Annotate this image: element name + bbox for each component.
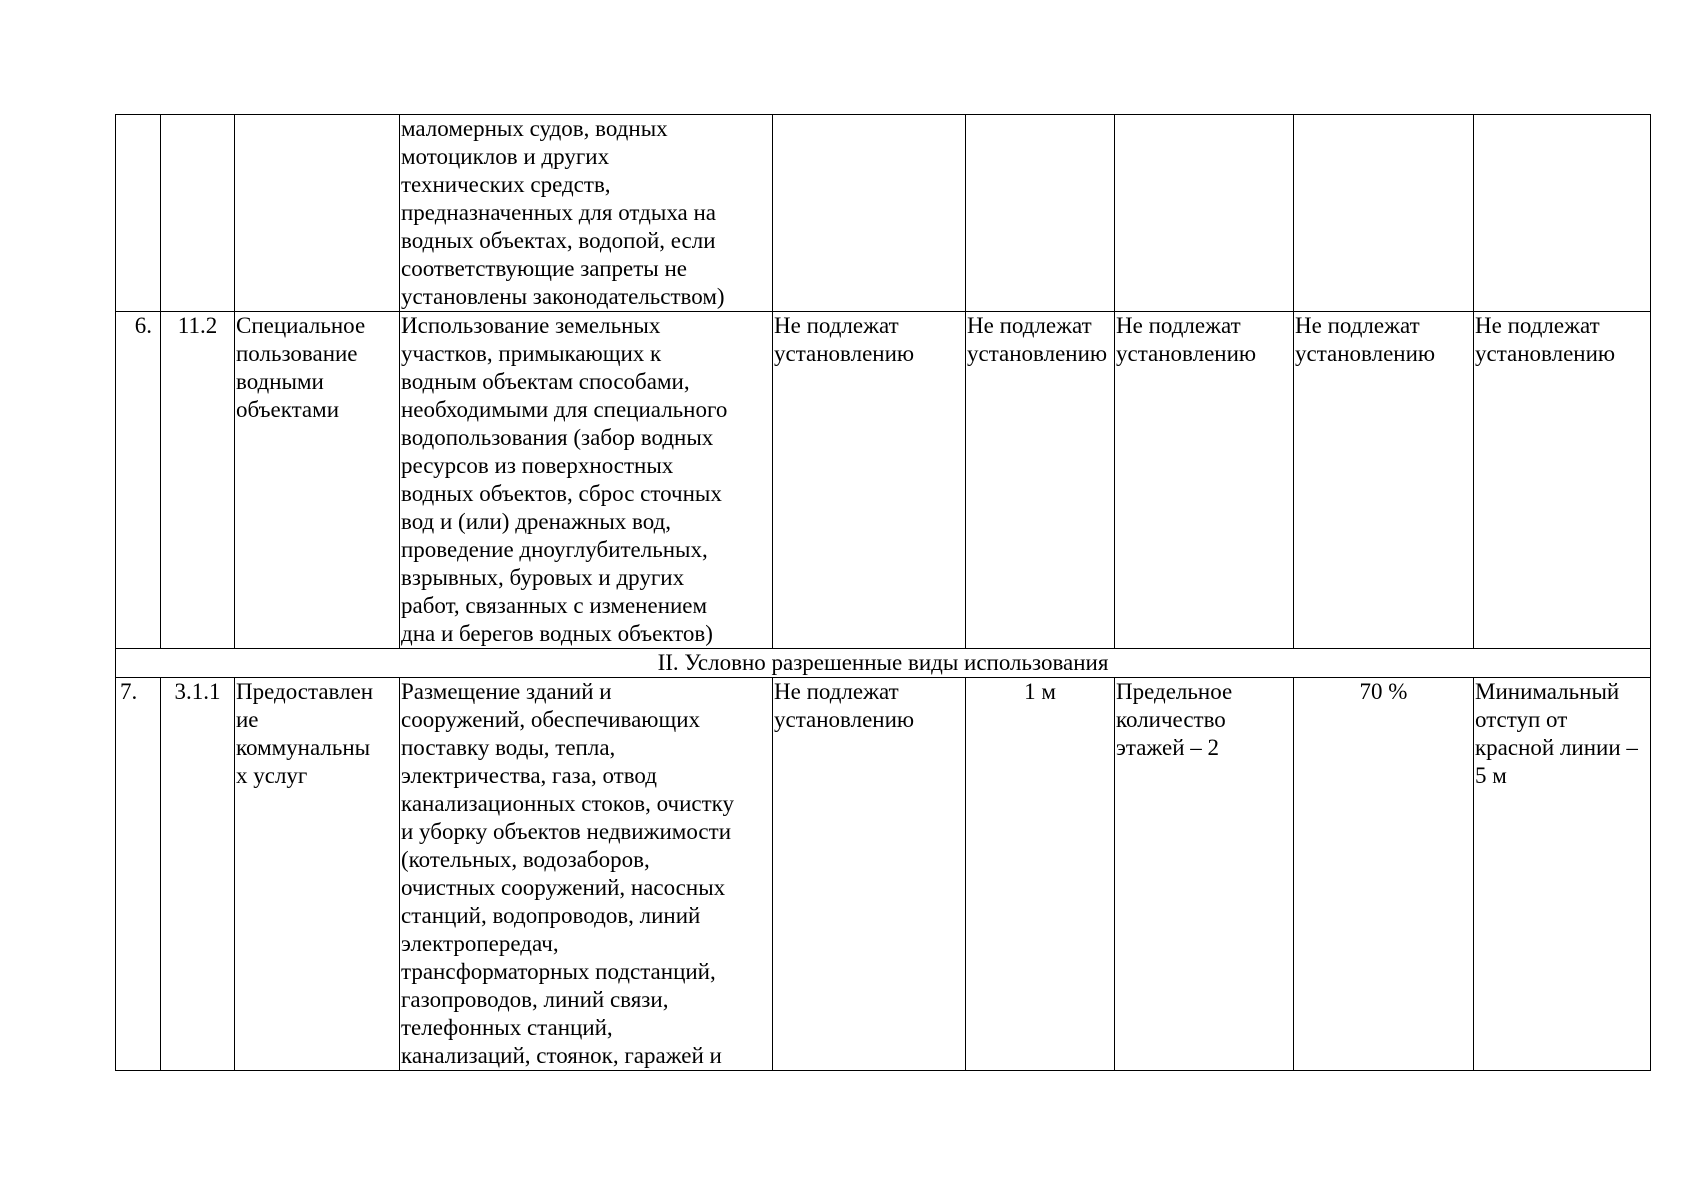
use-description: Использование земельных участков, примыкающих к водным объектам способами, необходимыми для специального водопользования (забор водных ресурсов из поверхностных водных объектов, сброс сточных вод и (или) дренажных вод, проведение дноуглубительных, взрывных, буровых и других работ, связанных с изменением дна и берегов водных объектов) [400, 312, 773, 649]
section-heading: II. Условно разрешенные виды использования [116, 649, 1651, 678]
use-name [235, 115, 400, 312]
use-code: 3.1.1 [161, 678, 235, 1071]
row-number: 6. [116, 312, 161, 649]
parameter-cell: 70 % [1294, 678, 1474, 1071]
parameter-cell: Минимальный отступ от красной линии – 5 м [1474, 678, 1651, 1071]
use-code: 11.2 [161, 312, 235, 649]
use-name: Специальное пользование водными объектами [235, 312, 400, 649]
table-row [116, 115, 1651, 312]
section-row [116, 649, 1651, 678]
table-row [116, 678, 1651, 1071]
parameter-cell [1294, 115, 1474, 312]
parameter-cell: Не подлежат установлению [966, 312, 1115, 649]
parameter-cell [966, 115, 1115, 312]
parameter-cell: Не подлежат установлению [773, 312, 966, 649]
use-name: Предоставлен ие коммунальны х услуг [235, 678, 400, 1071]
land-use-table [115, 114, 1651, 1071]
parameter-cell: Не подлежат установлению [773, 678, 966, 1071]
parameter-cell: 1 м [966, 678, 1115, 1071]
parameter-cell: Не подлежат установлению [1294, 312, 1474, 649]
parameter-cell [1474, 115, 1651, 312]
parameter-cell [773, 115, 966, 312]
row-number [116, 115, 161, 312]
table-row [116, 312, 1651, 649]
parameter-cell: Предельное количество этажей – 2 [1115, 678, 1294, 1071]
use-description: маломерных судов, водных мотоциклов и других технических средств, предназначенных для отдыха на водных объектах, водопой, если соответствующие запреты не установлены законодательством) [400, 115, 773, 312]
parameter-cell: Не подлежат установлению [1115, 312, 1294, 649]
use-code [161, 115, 235, 312]
parameter-cell: Не подлежат установлению [1474, 312, 1651, 649]
parameter-cell [1115, 115, 1294, 312]
use-description: Размещение зданий и сооружений, обеспечивающих поставку воды, тепла, электричества, газа, отвод канализационных стоков, очистку и уборку объектов недвижимости (котельных, водозаборов, очистных сооружений, насосных станций, водопроводов, линий электропередач, трансформаторных подстанций, газопроводов, линий связи, телефонных станций, канализаций, стоянок, гаражей и [400, 678, 773, 1071]
row-number: 7. [116, 678, 161, 1071]
